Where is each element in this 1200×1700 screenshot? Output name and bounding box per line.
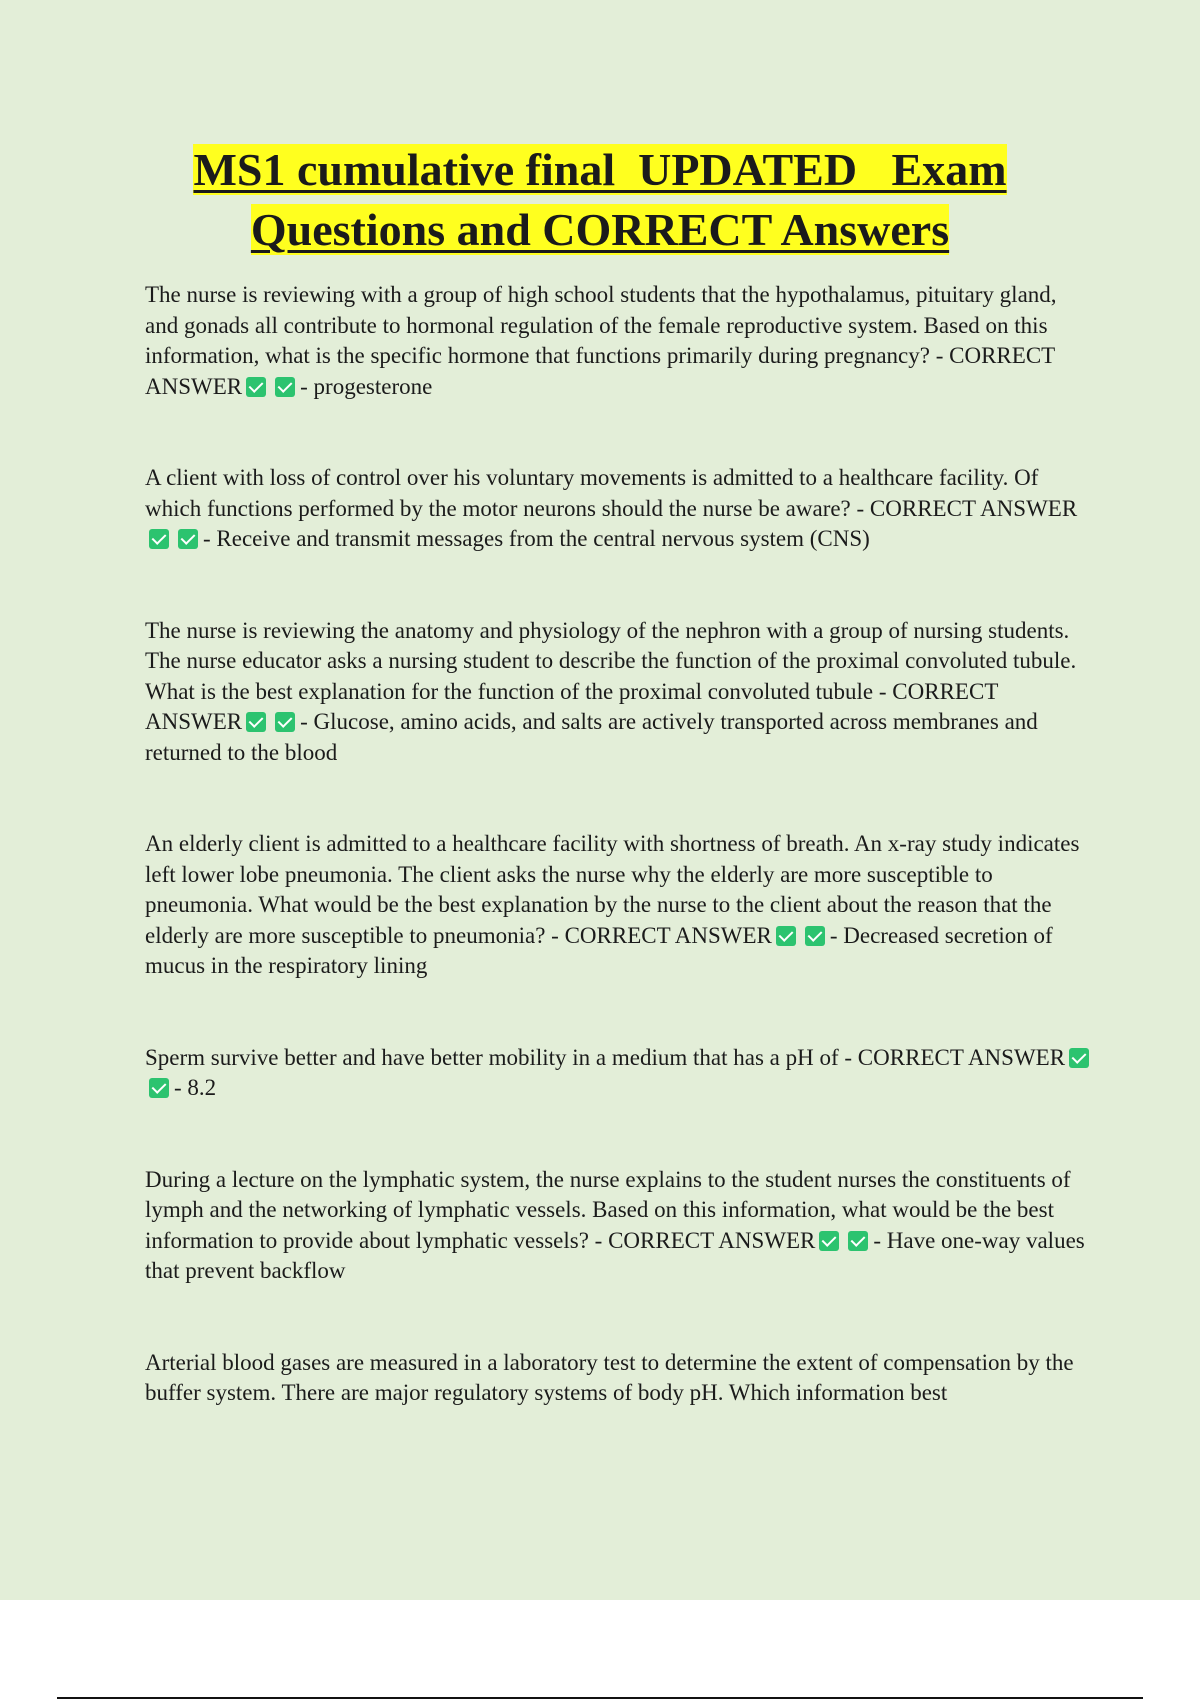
qa-item (145, 616, 1095, 769)
answer-text: - Decreased secretion of mucus in the respiratory lining (145, 922, 1053, 978)
check-icon (246, 377, 266, 397)
qa-item (145, 829, 1095, 982)
check-icon (275, 712, 295, 732)
question-text: A client with loss of control over his voluntary movements is admitted to a healthcare facility. Of which functions performed by the motor neurons should the nurse be aware? - CORRECT ANSWER (145, 465, 1078, 521)
check-icon (1069, 1048, 1089, 1068)
check-icon (848, 1231, 868, 1251)
qa-item (145, 1043, 1095, 1104)
bottom-rule (57, 1697, 1143, 1699)
answer-text: - progesterone (300, 373, 433, 399)
qa-item (145, 1165, 1095, 1287)
check-icon (275, 377, 295, 397)
qa-item (145, 463, 1095, 555)
check-icon (178, 529, 198, 549)
answer-text: - Glucose, amino acids, and salts are actively transported across membranes and returned to the blood (145, 709, 1038, 765)
check-icon (776, 926, 796, 946)
answer-text: - 8.2 (174, 1075, 217, 1100)
check-icon (819, 1231, 839, 1251)
title-line-1: MS1 cumulative final UPDATED Exam (193, 144, 1007, 195)
check-icon (246, 712, 266, 732)
answer-text: - Have one-way values that prevent backflow (145, 1227, 1085, 1283)
check-icon (149, 1078, 169, 1098)
check-icon (805, 926, 825, 946)
question-text: An elderly client is admitted to a healthcare facility with shortness of breath. An x-ray study indicates left lower lobe pneumonia. The client asks the nurse why the elderly are more susceptible to pneumonia. What would be the best explanation by the nurse to the client about the reason that the elderly are more susceptible to pneumonia? - CORRECT ANSWER (145, 831, 1080, 948)
page-title (100, 140, 1100, 260)
qa-list (145, 280, 1095, 1470)
answer-text: - Receive and transmit messages from the central nervous system (CNS) (203, 526, 870, 551)
qa-item-partial: Arterial blood gases are measured in a laboratory test to determine the extent of compensation by the buffer system. There are major regulatory systems of body pH. Which information best (145, 1349, 1074, 1405)
qa-item (145, 280, 1095, 402)
title-line-2: Questions and CORRECT Answers (250, 204, 950, 255)
question-text: The nurse is reviewing the anatomy and physiology of the nephron with a group of nursing students. The nurse educator asks a nursing student to describe the function of the proximal convoluted tubule. What is the best explanation for the function of the proximal convoluted tubule - CORRECT ANSWER (145, 617, 1077, 734)
check-icon (149, 529, 169, 549)
question-text: The nurse is reviewing with a group of high school students that the hypothalamus, pituitary gland, and gonads all contribute to hormonal regulation of the female reproductive system. Based on this information, what is the specific hormone that functions primarily during pregnancy? - CORRECT ANSWER (145, 282, 1057, 399)
question-text: Sperm survive better and have better mobility in a medium that has a pH of - CORRECT ANSWER (145, 1044, 1066, 1070)
question-text: During a lecture on the lymphatic system, the nurse explains to the student nurses the constituents of lymph and the networking of lymphatic vessels. Based on this information, what would be the best information to provide about lymphatic vessels? - CORRECT ANSWER (145, 1166, 1071, 1253)
